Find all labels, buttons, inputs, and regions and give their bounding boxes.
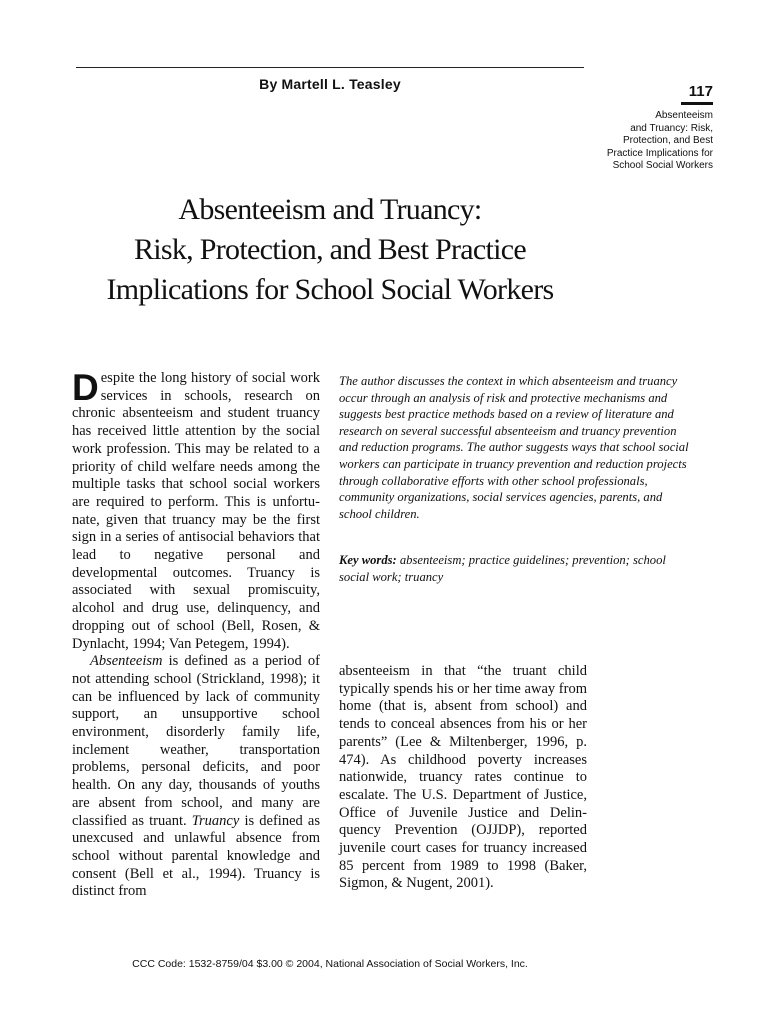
paragraph-2 xyxy=(72,653,320,901)
byline: By Martell L. Teasley xyxy=(259,76,401,92)
abstract xyxy=(339,373,691,522)
page-number: 117 xyxy=(688,83,713,100)
abstract-text: The author discusses the context in which absenteeism and truancy occur through an analysis of risk and protective mechanisms and suggests best practice methods based on a review of literature and research on several successful absenteeism and truancy prevention and reduction programs. The author suggests ways that school social workers can participate in truancy prevention and reduction projects through collaborative efforts with other school professionals, community organizations, social services agencies, parents, and school children. xyxy=(339,374,689,521)
right-column xyxy=(339,663,587,893)
drop-cap: D xyxy=(72,367,99,408)
keywords-text: absenteeism; practice guidelines; prevention; school social work; truancy xyxy=(339,553,666,584)
term-truancy: Truancy xyxy=(191,812,240,829)
paragraph-2-text-a: is defined as a period of not attending school (Strickland, 1998); it can be influenced by lack of community support, an unsupportive school environment, disorderly family life, inclement weather, transportation problems, personal deficits, and poor health. On any day, thousands of youths are absent from school, and many are classified as truant. xyxy=(72,653,320,829)
footer-copyright: CCC Code: 1532-8759/04 $3.00 © 2004, National Association of Social Workers, Inc. xyxy=(132,958,528,970)
term-absenteeism: Absenteeism xyxy=(90,653,163,670)
running-head: Absenteeism and Truancy: Risk, Protection, and Best Practice Implications for School Social Workers xyxy=(606,110,713,171)
keywords xyxy=(339,552,691,585)
paragraph-2-text-b: is defined as unexcused and unlawful absence from school without parental knowledge and consent (Bell et al., 1994). Truancy is distinct from xyxy=(72,812,320,900)
paragraph-1 xyxy=(72,367,320,653)
right-column-text: absenteeism in that “the truant child typically spends his or her time away from home (that is, absent from school) and tends to conceal absences from his or her parents” (Lee & Miltenberger, 1996, p. 474). As childhood poverty increases nationwide, truancy rates continue to escalate. The U.S. Department of Justice, Office of Juvenile Justice and Delinquency Prevention (OJJDP), reported juvenile court cases for truancy increased 85 percent from 1989 to 1998 (Baker, Sigmon, & Nugent, 2001). xyxy=(339,663,587,892)
paragraph-1-text: espite the long history of social work services in schools, research on chronic absenteeism and student truancy has received little attention by the social work profession. This may be related to a priority of child welfare needs among the multiple tasks that school social workers are required to perform. This is unfortunate, given that truancy may be the first sign in a series of antisocial behaviors that lead to negative personal and developmental outcomes. Truancy is associated with sexual promiscuity, alcohol and drug use, delinquency, and dropping out of school (Bell, Rosen, & Dynlacht, 1994; Van Petegem, 1994). xyxy=(72,370,320,652)
top-rule xyxy=(76,67,584,68)
article-title: Absenteeism and Truancy: Risk, Protection, and Best Practice Implications for School Social Workers xyxy=(106,193,554,306)
page-number-rule xyxy=(681,102,713,105)
keywords-label: Key words: xyxy=(339,553,397,567)
left-column xyxy=(72,367,320,901)
